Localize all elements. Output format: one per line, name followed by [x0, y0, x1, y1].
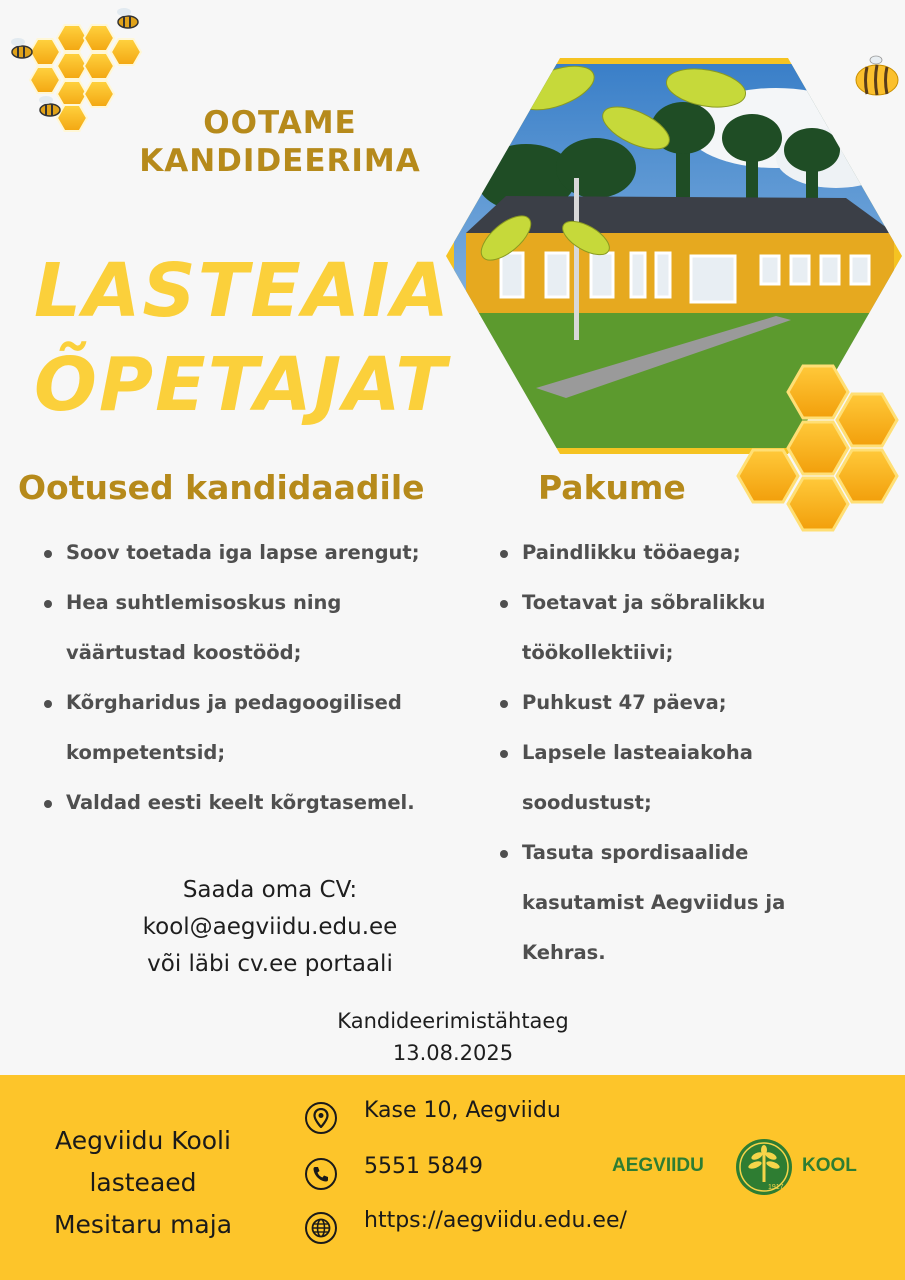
bee-icon [117, 8, 138, 28]
application-deadline [253, 1005, 653, 1069]
list-item: Kõrgharidus ja pedagoogilised kompetentsid; [44, 678, 484, 778]
cv-line: või läbi cv.ee portaali [147, 951, 393, 977]
offers-heading: Pakume [538, 468, 686, 507]
location-pin-icon [305, 1102, 337, 1134]
list-item: Toetavat ja sõbralikku töökollektiivi; [500, 578, 835, 678]
headline-intro [120, 105, 440, 181]
offers-list [500, 528, 835, 978]
website-link[interactable]: https://aegviidu.edu.ee/ [364, 1208, 627, 1233]
list-item: Tasuta spordisaalide kasutamist Aegviidus ja Kehras. [500, 828, 835, 978]
list-item: Paindlikku tööaega; [500, 528, 835, 578]
phone-icon [305, 1158, 337, 1190]
job-title-line-1: LASTEAIA [34, 248, 451, 334]
list-item: Lapsele lasteaiakoha soodustust; [500, 728, 835, 828]
job-title-line-2: ÕPETAJAT [34, 341, 448, 428]
phone-text[interactable]: 5551 5849 [364, 1154, 483, 1179]
expectations-heading: Ootused kandidaadile [18, 468, 425, 507]
tree-emblem-icon [735, 1138, 793, 1196]
list-item: Puhkust 47 päeva; [500, 678, 835, 728]
headline-line-2: KANDIDEERIMA [139, 142, 421, 179]
organization-name: Aegviidu Kooli lasteaed Mesitaru maja [53, 1126, 233, 1239]
school-logo [612, 1138, 872, 1196]
bee-icon [852, 52, 902, 102]
list-item: Hea suhtlemisoskus ning väärtustad koostööd; [44, 578, 484, 678]
globe-icon [305, 1212, 337, 1244]
logo-text-right: KOOL [802, 1155, 857, 1176]
address-text: Kase 10, Aegviidu [364, 1098, 561, 1123]
deadline-label: Kandideerimistähtaeg [337, 1009, 569, 1033]
deadline-date: 13.08.2025 [392, 1041, 514, 1065]
logo-text-left: AEGVIIDU [612, 1155, 704, 1176]
logo-year: 1917 [768, 1184, 784, 1191]
cv-email-link[interactable]: kool@aegviidu.edu.ee [142, 914, 398, 940]
honeycomb-decoration [730, 360, 905, 540]
list-item: Valdad eesti keelt kõrgtasemel. [44, 778, 484, 828]
cv-line: Saada oma CV: [182, 877, 358, 903]
cv-instructions [80, 872, 460, 983]
bee-icon [39, 96, 60, 116]
expectations-list [44, 528, 484, 828]
headline-line-1: OOTAME [203, 105, 357, 141]
list-item: Soov toetada iga lapse arengut; [44, 528, 484, 578]
bee-icon [11, 38, 32, 58]
job-title [34, 245, 474, 433]
